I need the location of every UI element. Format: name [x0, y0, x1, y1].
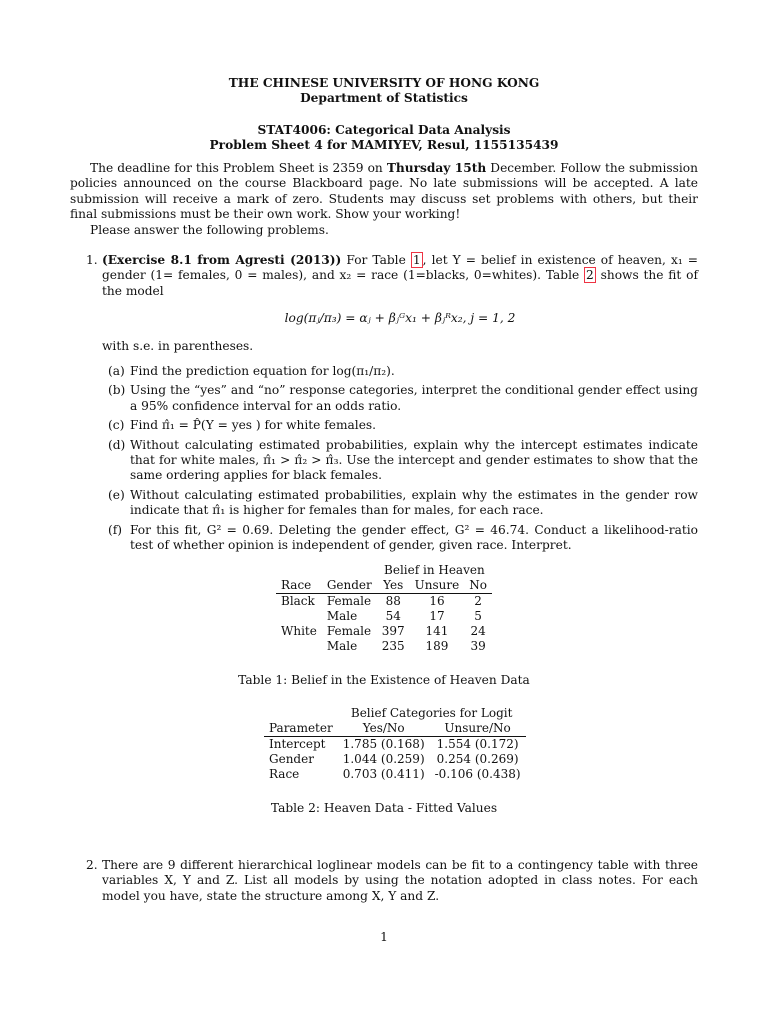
intro-paragraph — [70, 161, 698, 223]
part-text: Without calculating estimated probabilities, explain why the estimates in the gender row indicate that π̂₁ is higher for females than for males, for each race. — [130, 487, 698, 518]
table-row — [276, 639, 492, 654]
table-1-col-header: Race — [276, 578, 322, 594]
table-cell: White — [281, 624, 317, 638]
deadline-text: Thursday 15th — [386, 161, 487, 175]
table-cell: Female — [326, 594, 372, 608]
table-1 — [276, 563, 492, 654]
table-cell: 0.703 (0.411) — [342, 767, 425, 781]
part-f — [102, 523, 698, 554]
part-label: (c) — [108, 418, 125, 433]
table-cell: Intercept — [269, 737, 326, 751]
q1-text-b: , let Y = belief in existence of heaven, x₁ = gender (1= females, 0 = males), and x₂ = race (1=blacks, 0=whites). Table — [102, 253, 698, 283]
part-label: (d) — [108, 437, 126, 452]
table-row — [264, 767, 526, 782]
part-text: Find the prediction equation for log(π₁/π₂). — [130, 364, 395, 379]
table-cell: Black — [281, 594, 315, 608]
table-2 — [264, 706, 526, 782]
table-1-block — [70, 563, 698, 688]
table-cell: Female — [326, 624, 372, 638]
department-name: Department of Statistics — [300, 91, 468, 106]
table-cell: 17 — [429, 609, 445, 623]
table-2-link[interactable]: 2 — [586, 268, 594, 283]
course-header — [70, 123, 698, 154]
table-cell: 5 — [474, 609, 482, 623]
table-1-link[interactable]: 1 — [412, 253, 421, 267]
table-cell — [276, 609, 322, 624]
course-title: STAT4006: Categorical Data Analysis — [257, 123, 511, 137]
university-name: THE CHINESE UNIVERSITY OF HONG KONG — [228, 76, 540, 90]
question-1-body — [102, 253, 698, 554]
table-cell: Gender — [269, 752, 314, 766]
table-1-col-header: Unsure — [410, 578, 465, 594]
model-equation: log(πⱼ/π₃) = αⱼ + βⱼᴳx₁ + βⱼᴿx₂, j = 1, 2 — [284, 311, 516, 326]
table-2-col-header: Unsure/No — [430, 721, 526, 737]
part-text: For this fit, G² = 0.69. Deleting the gender effect, G² = 46.74. Conduct a likelihood-ratio test of whether opinion is independent of gender, given race. Interpret. — [130, 522, 698, 553]
table-1-col-header: No — [464, 578, 492, 594]
table-cell: Race — [269, 767, 300, 781]
table-cell: 397 — [381, 624, 405, 638]
intro-text-2: December. Follow the submission policies announced on the course Blackboard page. No late submissions will be accepted. A late submission will receive a mark of zero. Students may discuss set problems with others, but their final submissions must be their own work. Show your working! — [70, 161, 698, 222]
table-cell: 0.254 (0.269) — [436, 752, 519, 766]
part-a — [102, 364, 698, 379]
se-note: with s.e. in parentheses. — [102, 338, 254, 353]
table-1-caption: Table 1: Belief in the Existence of Heaven Data — [238, 673, 530, 687]
part-text: Find π̂₁ = P̂(Y = yes ) for white females. — [130, 418, 377, 433]
table-cell: 88 — [385, 594, 401, 608]
part-text: Using the “yes” and “no” response categories, interpret the conditional gender effect using a 95% confidence interval for an odds ratio. — [130, 383, 698, 413]
table-2-block — [70, 706, 698, 816]
intro-section — [70, 161, 698, 238]
part-c — [102, 418, 698, 433]
table-cell: 235 — [381, 639, 405, 653]
table-cell: 141 — [425, 624, 449, 638]
table-cell: 1.785 (0.168) — [342, 737, 425, 751]
table-cell: 189 — [425, 639, 449, 653]
table-cell: 1.044 (0.259) — [342, 752, 425, 766]
table-cell: 39 — [470, 639, 486, 653]
table-2-caption: Table 2: Heaven Data - Fitted Values — [270, 801, 498, 815]
table-cell: 54 — [385, 609, 401, 623]
q1-text-a: For Table — [341, 253, 411, 267]
table-1-col-header: Yes — [377, 578, 410, 594]
part-label: (e) — [108, 487, 125, 502]
part-text: Without calculating estimated probabilities, explain why the intercept estimates indicate that for white males, π̂₁ > π̂₂ > π̂₃. Use the intercept and gender estimates to show that the same ordering applies for black females. — [130, 437, 698, 483]
question-1 — [70, 253, 698, 558]
table-row — [264, 737, 526, 753]
question-number: 2. — [86, 858, 98, 872]
question-number: 1. — [86, 253, 98, 267]
question-1-parts — [102, 364, 698, 553]
intro-text-1: The deadline for this Problem Sheet is 2359 on — [90, 161, 387, 175]
table-2-col-header: Parameter — [264, 721, 338, 737]
question-2 — [70, 858, 698, 904]
table-2-col-header: Yes/No — [338, 721, 430, 737]
table-row — [264, 752, 526, 767]
part-e — [102, 488, 698, 519]
part-label: (b) — [108, 383, 126, 398]
part-label: (a) — [108, 364, 125, 379]
table-row — [276, 594, 492, 610]
part-label: (f) — [108, 522, 123, 537]
page-number: 1 — [380, 930, 388, 944]
part-b — [102, 383, 698, 414]
question-2-body: There are 9 different hierarchical loglinear models can be fit to a contingency table with three variables X, Y and Z. List all models by using the notation adopted in class notes. For each model you have, state the structure among X, Y and Z. — [102, 858, 698, 903]
document-header — [70, 76, 698, 107]
table-row — [276, 624, 492, 639]
question-1-title: (Exercise 8.1 from Agresti (2013)) — [102, 253, 342, 267]
table-cell: Male — [326, 609, 358, 623]
please-answer: Please answer the following problems. — [90, 222, 329, 237]
table-cell: 1.554 (0.172) — [436, 737, 519, 751]
table-cell: Male — [326, 639, 358, 653]
question-1-intro — [102, 253, 698, 299]
table-cell: 24 — [470, 624, 486, 638]
table-row — [276, 609, 492, 624]
table-2-group-header: Belief Categories for Logit — [350, 706, 513, 720]
table-cell: -0.106 (0.438) — [434, 767, 521, 781]
table-cell: 16 — [429, 594, 445, 608]
sheet-title: Problem Sheet 4 for MAMIYEV, Resul, 1155135439 — [209, 138, 559, 153]
table-cell: 2 — [474, 594, 482, 608]
table-1-col-header: Gender — [322, 578, 377, 594]
table-cell — [276, 639, 322, 654]
part-d — [102, 438, 698, 484]
table-1-group-header: Belief in Heaven — [384, 563, 485, 577]
q1-text-c: shows the fit of the model — [102, 268, 698, 298]
